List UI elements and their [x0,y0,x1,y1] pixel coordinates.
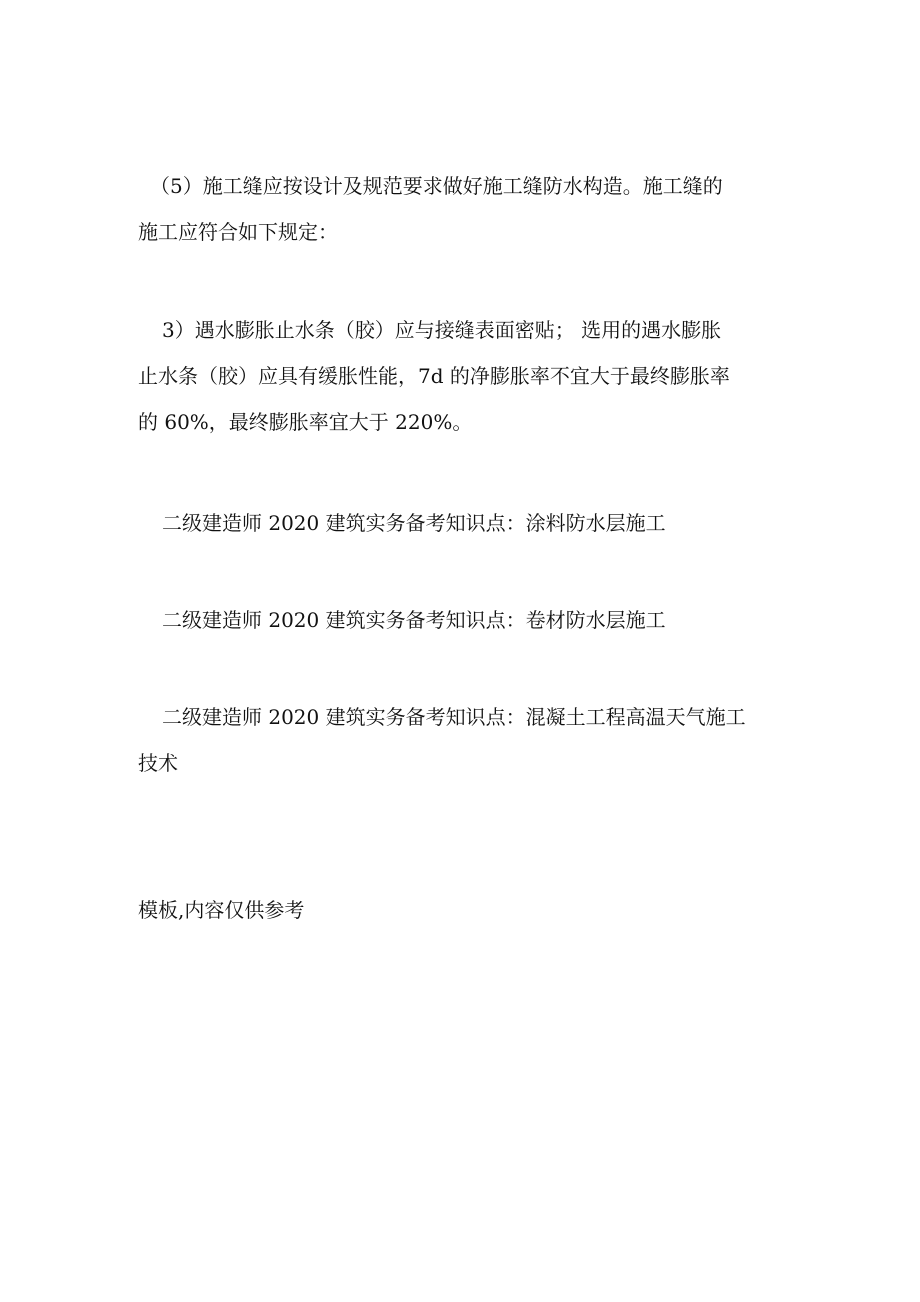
text-line: 二级建造师 2020 建筑实务备考知识点：混凝土工程高温天气施工 [162,705,746,729]
text-line: 止水条（胶）应具有缓胀性能，7d 的净膨胀率不宜大于最终膨胀率 [138,364,730,388]
text-line: 二级建造师 2020 建筑实务备考知识点：涂料防水层施工 [162,511,666,535]
text-line: 二级建造师 2020 建筑实务备考知识点：卷材防水层施工 [162,608,666,632]
text-line: 3）遇水膨胀止水条（胶）应与接缝表面密贴； 选用的遇水膨胀 [162,318,722,342]
text-line: 施工应符合如下规定： [138,220,338,244]
text-line: 模板,内容仅供参考 [138,898,305,922]
text-line: （5）施工缝应按设计及规范要求做好施工缝防水构造。施工缝的 [150,174,723,198]
text-line: 技术 [138,751,178,775]
text-line: 的 60%，最终膨胀率宜大于 220%。 [138,410,473,434]
